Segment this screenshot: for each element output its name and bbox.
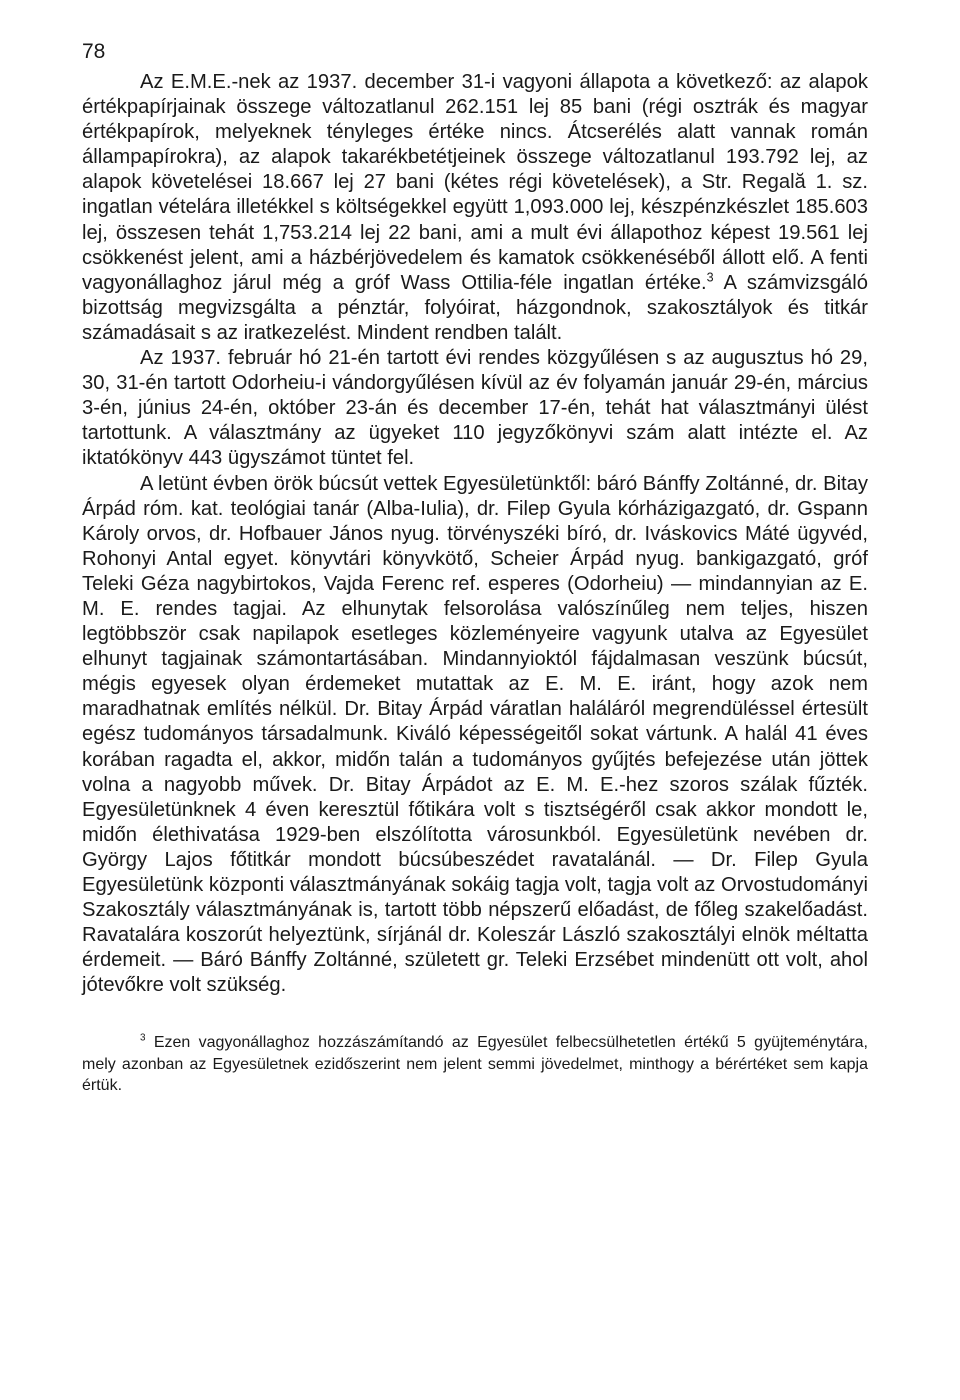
page-number: 78 [82, 40, 106, 63]
paragraph-meetings: Az 1937. február hó 21-én tartott évi rendes közgyűlésen s az augusztus hó 29, 30, 31-én tartott Odorheiu-i vándorgyűlésen kívül az év folyamán január 29-én, március 3-én, június 24-én, október 23-án és december 17-én, tehát hat választmányi ülést tartottunk. A választmány az ügyeket 110 jegyzőkönyvi szám alatt intézte el. Az iktatókönyv 443 ügyszámot tüntet fel. [82, 347, 868, 470]
main-text [82, 70, 868, 998]
paragraph-assets [82, 70, 868, 346]
footnote-paragraph [82, 1032, 868, 1097]
paragraph-obituaries: A letünt évben örök búcsút vettek Egyesületünktől: báró Bánffy Zoltánné, dr. Bitay Árpád róm. kat. teológiai tanár (Alba-Iulia), dr. Filep Gyula kórházigazgató, dr. Gspann Károly orvos, dr. Hofbauer János nyug. törvényszéki bíró, dr. Iváskovics Máté ügyvéd, Rohonyi Antal egyet. könyvtári könyvkötő, Scheier Árpád nyug. bankigazgató, gróf Teleki Géza nagybirtokos, Vajda Ferenc ref. esperes (Odorheiu) — mindannyian az E. M. E. rendes tagjai. Az elhunytak felsorolása valószínűleg nem teljes, hiszen legtöbbször csak napilapok esetleges közleményeire vagyunk utalva az Egyesület elhunyt tagjainak számontartásában. Mindannyioktól fájdalmasan veszünk búcsút, mégis egyesek olyan érdemeket mutattak az E. M. E. iránt, hogy azok nem maradhatnak említés nélkül. Dr. Bitay Árpád váratlan haláláról megrendüléssel értesült egész tudományos társadalmunk. Kiváló képességeitől sokat vártunk. A halál 41 éves korában ragadta el, akkor, midőn talán a tudományos gyűjtés befejezése után jöttek volna a nagyobb művek. Dr. Bitay Árpádot az E. M. E.-hez szoros szálak fűzték. Egyesületünknek 4 éven keresztül főtikára volt s tisztségéről csak akkor mondott le, midőn élethivatása 1929-ben elszólította városunkból. Egyesületünk nevében dr. György Lajos főtitkár mondott búcsúbeszédet ravatalánál. — Dr. Filep Gyula Egyesületünk központi választmányának sokáig tagja volt, tagja volt az Orvostudományi Szakosztály választmányának is, tartott több népszerű előadást, de főleg szakelőadást. Ravatalára koszorút helyeztünk, sírjánál dr. Koleszár László szakosztályi elnök méltatta érdemeit. — Báró Bánffy Zoltánné, született gr. Teleki Erzsébet mindenütt ott volt, ahol jótevőkre volt szükség. [82, 472, 868, 997]
footnote-text: Ezen vagyonállaghoz hozzászámítandó az Egyesület felbecsülhetetlen értékű 5 gyüjteménytára, mely azonban az Egyesületnek ezidőszerint nem jelent semmi jövedelmet, minthogy a bérértéket sem kapja értük. [82, 1034, 868, 1094]
paragraph-text: Az E.M.E.-nek az 1937. december 31-i vagyoni állapota a következő: az alapok értékpapírjainak összege változatlanul 262.151 lej 85 bani (régi osztrák és magyar értékpapírok, melyeknek tényleges értéke nincs. Átcserélés alatt vannak román állampapírokra), az alapok takarékbetétjeinek összege változatlanul 193.792 lej, az alapok követelései 18.667 lej 27 bani (kétes régi követelések), a Str. Regală 1. sz. ingatlan vételára illetékkel s költségekkel együtt 1,093.000 lej, készpénzkészlet 185.603 lej, összesen tehát 1,753.214 lej 22 bani, ami a mult évi állapothoz képest 19.561 lej csökkenést jelent, ami a házbérjövedelem és kamatok csökkenéséből állott elő. A fenti vagyonállaghoz járul még a gróf Wass Ottilia-féle ingatlan értéke. [82, 71, 868, 294]
paragraph-text-continued: A számvizsgáló bizottság megvizsgálta a pénztár, folyóirat, házgondnok, szakosztályok és titkár számadásait s az iratkezelést. Mindent rendben talált. [82, 271, 868, 344]
footnote [82, 1032, 868, 1097]
footnote-marker: 3 [140, 1032, 146, 1044]
footnote-reference: 3 [706, 270, 714, 285]
